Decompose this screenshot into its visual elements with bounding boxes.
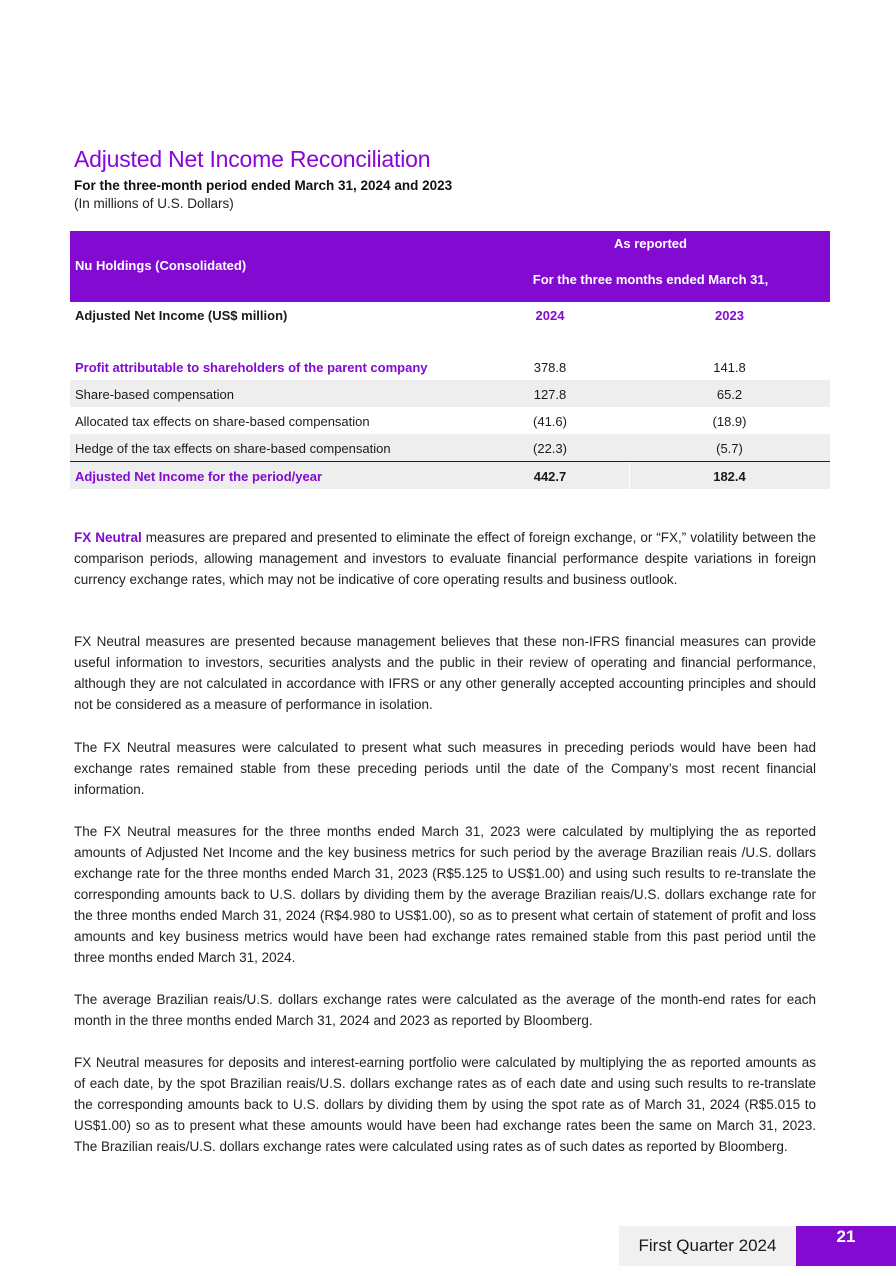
paragraph-fx-neutral-purpose: FX Neutral measures are presented because management believes that these non-IFRS financial measures can provide useful information to investors, securities analysts and the public in their review of operating and financial performance, although they are not calculated in accordance with IFRS or any other generally accepted accounting principles and should not be considered as a measure of performance in isolation. [74, 634, 816, 712]
period-header: For the three months ended March 31, [532, 272, 769, 287]
company-header: Nu Holdings (Consolidated) [75, 258, 247, 273]
table-row [70, 380, 830, 407]
row-label: Hedge of the tax effects on share-based compensation [75, 441, 391, 456]
row-label: Allocated tax effects on share-based compensation [75, 414, 370, 429]
paragraph-fx-neutral-definition [74, 527, 816, 590]
row-value-2023: (18.9) [712, 414, 747, 429]
row-value-2024: 378.8 [533, 360, 567, 375]
page-title: Adjusted Net Income Reconciliation [74, 146, 431, 172]
row-value-2023: 141.8 [713, 360, 746, 375]
footer-quarter-label: First Quarter 2024 [619, 1226, 796, 1266]
paragraph-fx-neutral-calculation: The FX Neutral measures were calculated to present what such measures in preceding periods would have been had exchange rates remained stable from these preceding periods until the date of the Company’s most recent financial information. [74, 740, 816, 797]
page-subtitle: For the three-month period ended March 31, 2024 and 2023 [74, 178, 453, 193]
units-note: (In millions of U.S. Dollars) [74, 196, 234, 211]
total-row [70, 461, 830, 489]
paragraph-fx-neutral-method: The FX Neutral measures for the three months ended March 31, 2023 were calculated by multiplying the as reported amounts of Adjusted Net Income and the key business metrics for such period by the average Brazilian reais /U.S. dollars exchange rate for the three months ended March 31, 2023 (R$5.125 to US$1.00) and using such results to re-translate the corresponding amounts back to U.S. dollars by dividing them by the average Brazilian reais/U.S. dollars exchange rate for the three months ended March 31, 2024 (R$4.980 to US$1.00), so as to present what certain of statement of profit and loss amounts and key business metrics would have been had exchange rates remained stable from this past period until the three months ended March 31, 2024. [74, 824, 816, 965]
fx-neutral-highlight: FX Neutral [74, 530, 142, 545]
table-row [70, 353, 830, 380]
table-row [70, 407, 830, 434]
row-value-2024: (22.3) [533, 441, 567, 456]
row-value-2024: 127.8 [533, 387, 567, 402]
total-label: Adjusted Net Income for the period/year [75, 469, 323, 484]
paragraph-text: measures are prepared and presented to eliminate the effect of foreign exchange, or “FX,” volatility between the comparison periods, allowing management and investors to evaluate financial performance despite variations in foreign currency exchange rates, which may not be indicative of core operating results and business outlook. [74, 530, 817, 587]
reported-header: As reported [614, 236, 687, 251]
reconciliation-table [70, 231, 830, 489]
total-value-2023: 182.4 [713, 469, 746, 484]
total-value-2024: 442.7 [533, 469, 567, 484]
row-label: Share-based compensation [75, 387, 234, 402]
paragraph-average-rates: The average Brazilian reais/U.S. dollars exchange rates were calculated as the average of the month-end rates for each month in the three months ended March 31, 2024 and 2023 as reported by Bloomberg. [74, 992, 816, 1028]
year-row-label: Adjusted Net Income (US$ million) [75, 308, 288, 323]
table-header [70, 231, 830, 302]
year-row [70, 302, 830, 334]
year-2024: 2024 [535, 308, 565, 323]
row-label: Profit attributable to shareholders of the parent company [75, 360, 428, 375]
year-2023: 2023 [715, 308, 744, 323]
page-number: 21 [796, 1226, 896, 1266]
row-value-2024: (41.6) [533, 414, 567, 429]
row-value-2023: 65.2 [716, 387, 743, 402]
paragraph-deposits-portfolio: FX Neutral measures for deposits and interest-earning portfolio were calculated by multiplying the as reported amounts as of each date, by the spot Brazilian reais/U.S. dollars exchange rates as of each date and using such results to re-translate the corresponding amounts back to U.S. dollars by dividing them by using the spot rate as of March 31, 2024 (R$5.015 to US$1.00) so as to present what these amounts would have been had exchange rates been the same on March 31, 2023. The Brazilian reais/U.S. dollars exchange rates were calculated using rates as of such dates as reported by Bloomberg. [74, 1055, 816, 1154]
table-row [70, 434, 830, 461]
row-value-2023: (5.7) [716, 441, 743, 456]
